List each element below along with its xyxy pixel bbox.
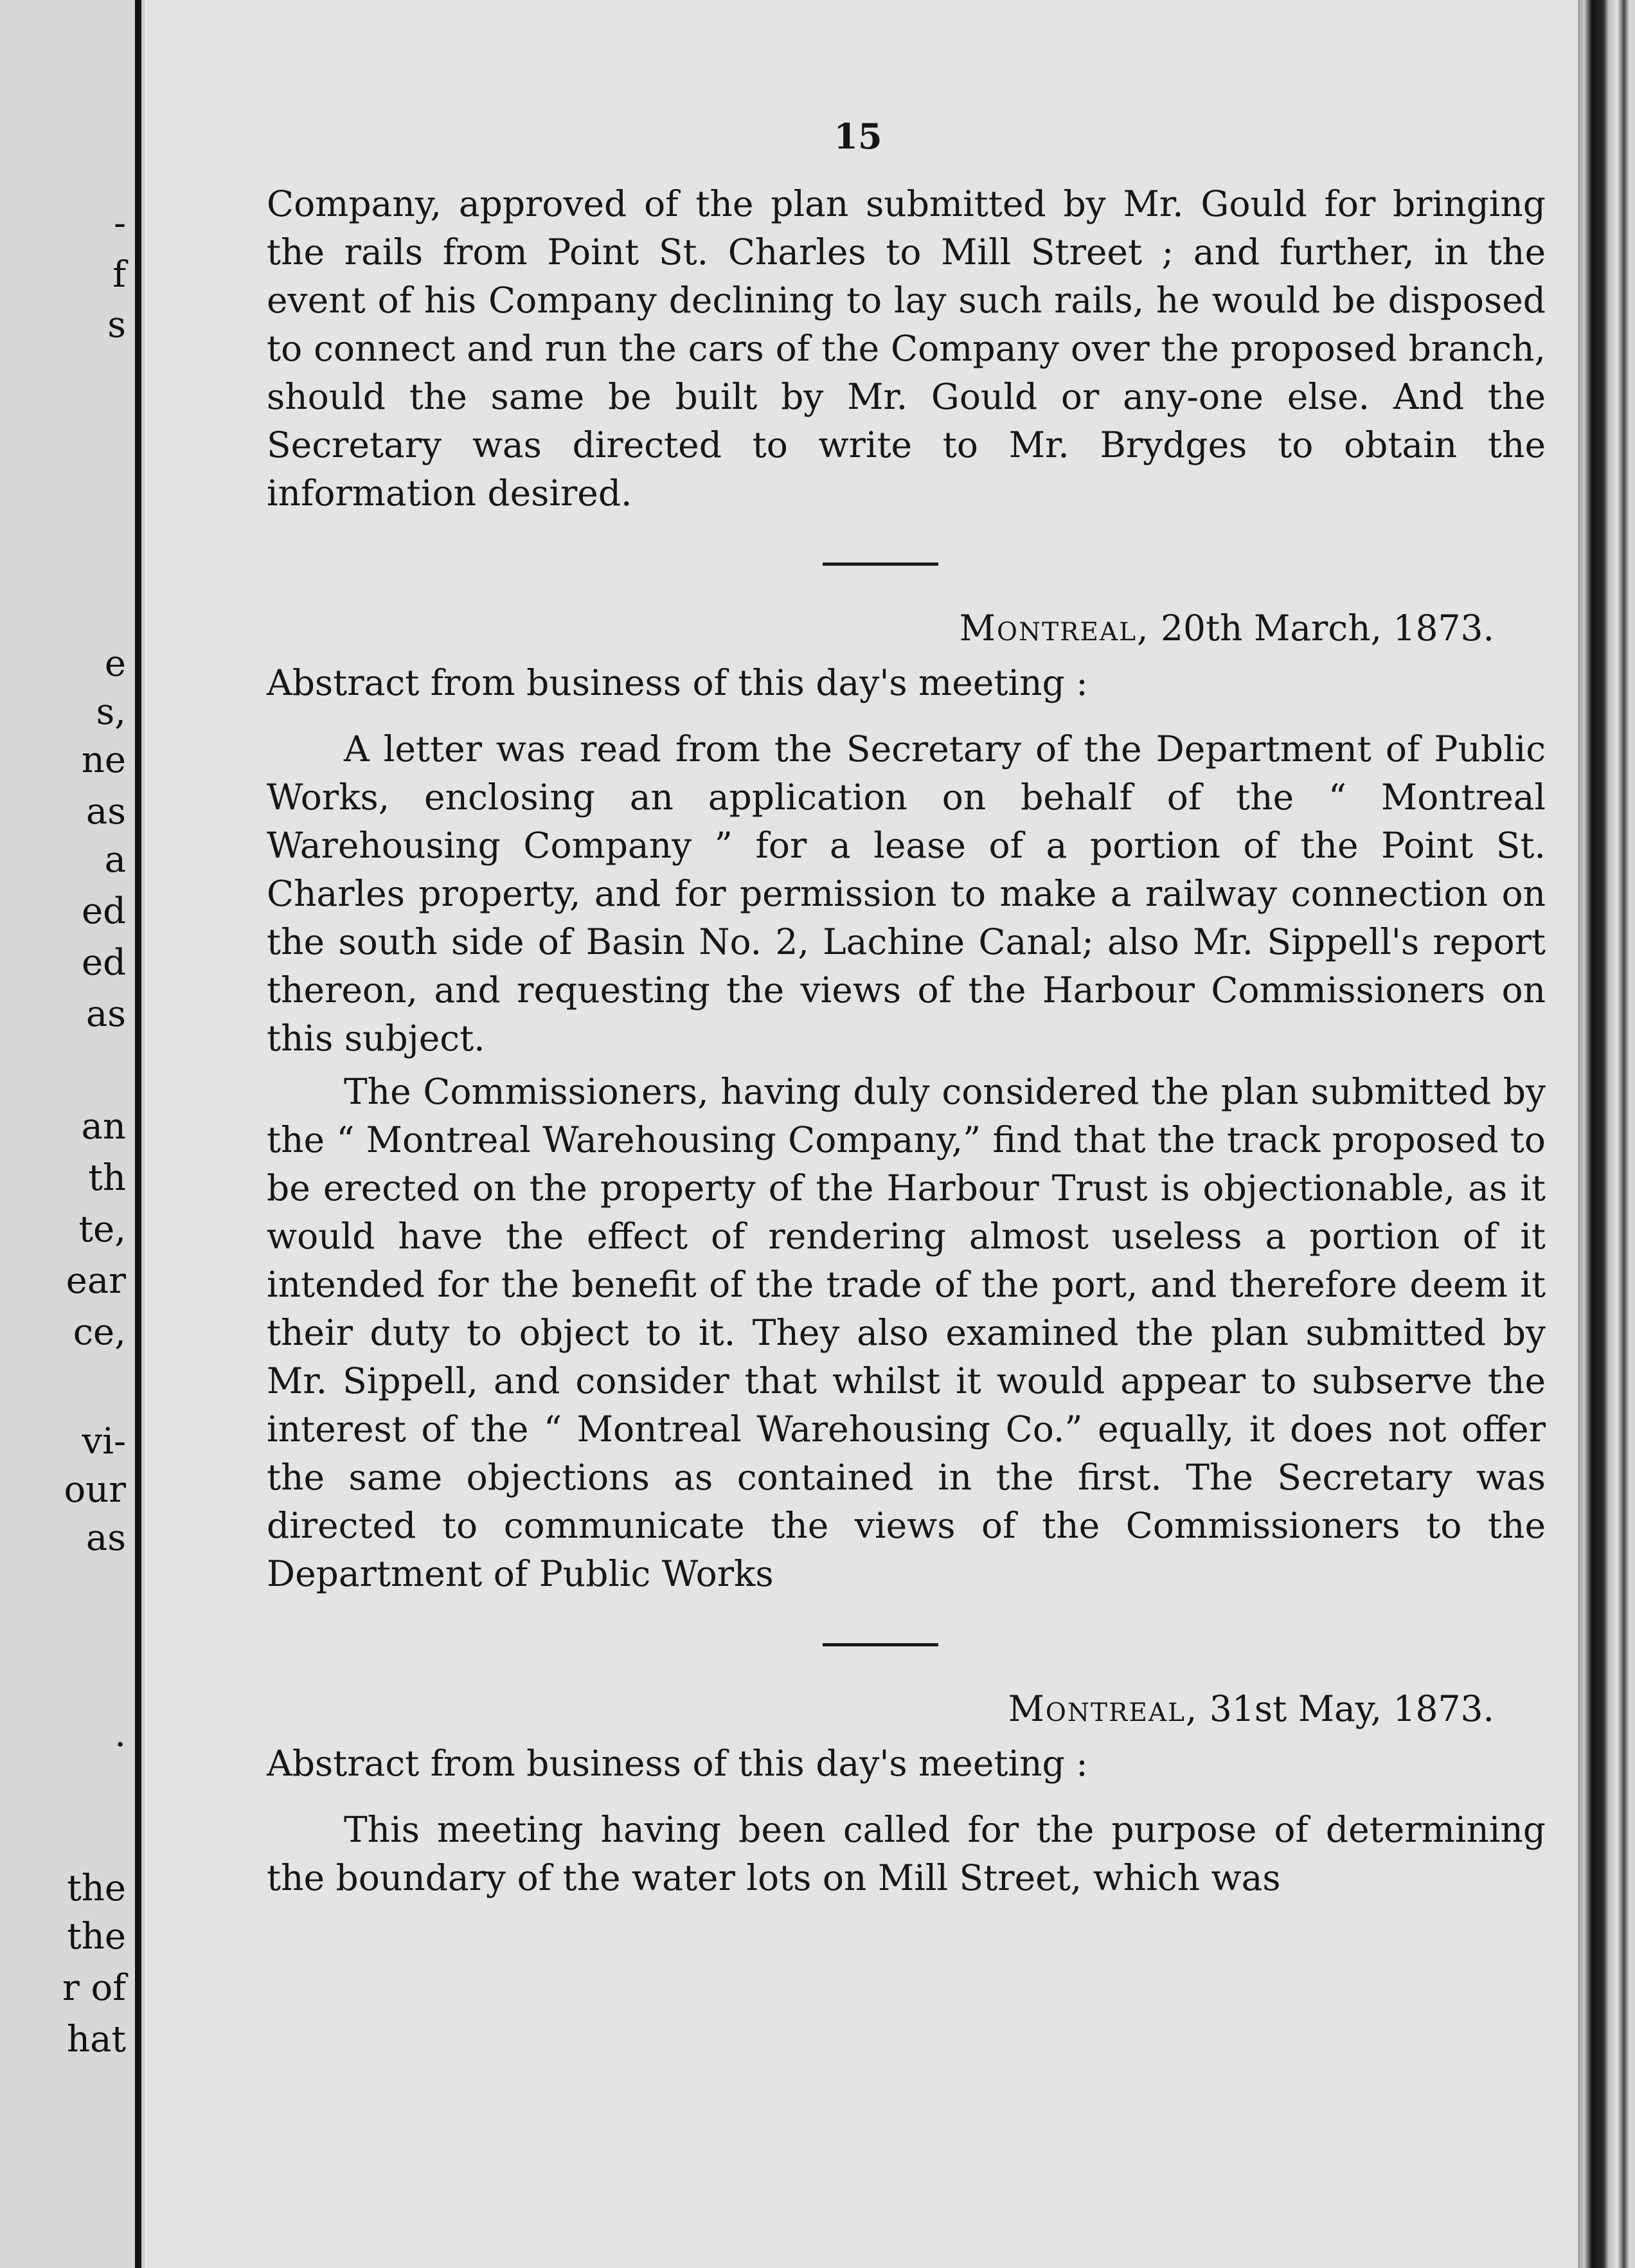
left-page-fragment: r of [62, 1967, 126, 2009]
dateline-date: 31st May, 1873. [1209, 1688, 1494, 1729]
page-number: 15 [834, 116, 882, 157]
section-divider [823, 562, 938, 566]
left-page-fragment: vi- [82, 1421, 126, 1462]
dateline-place: Montreal, [1008, 1688, 1199, 1729]
left-page-fragment: as [85, 1517, 126, 1559]
entry-paragraph: The Commissioners, having duly considered the plan submitted by the “ Montreal Warehousing Company,” find that the track proposed to be erected on the property of the Harbour Trust is objectionable, as it would have the effect of rendering almost useless a portion of it intended for the benefit of the trade of the port, and therefore deem it their duty to object to it. They also examined the plan submitted by Mr. Sippell, and consider that whilst it would appear to subserve the interest of the “ Montreal Warehousing Co.” equally, it does not offer the same objections as contained in the first. The Secretary was directed to communicate the views of the Commissioners to the Department of Public Works [267, 1071, 1546, 1594]
left-page-fragment: a [104, 839, 126, 881]
left-page-fragment: e [104, 643, 126, 685]
left-page-fragment: as [85, 993, 126, 1035]
dateline-date: 20th March, 1873. [1160, 608, 1494, 649]
left-page-fragment: ear [66, 1260, 126, 1302]
left-page-fragment: ed [82, 942, 126, 984]
left-page-fragment: ce, [73, 1311, 126, 1353]
dateline [267, 604, 1546, 652]
entry-paragraph: A letter was read from the Secretary of the Department of Public Works, enclosing an application on behalf of the “ Montreal Warehousing Company ” for a lease of a portion of the Point St. Charles property, and for permission to make a railway connection on the south side of Basin No. 2, Lachine Canal; also Mr. Sippell's report thereon, and requesting the views of the Harbour Commissioners on this subject. [267, 728, 1546, 1059]
opening-paragraph: Company, approved of the plan submitted by Mr. Gould for bringing the rails from Point St. Charles to Mill Street ; and further, in the event of his Company declining to lay such rails, he would be disposed to connect and run the cars of the Company over the proposed branch, should the same be built by Mr. Gould or any-one else. And the Secretary was directed to write to Mr. Brydges to obtain the information desired. [267, 183, 1546, 514]
page-text [267, 116, 1546, 1902]
left-page-fragment: f [112, 254, 126, 296]
section-divider [823, 1643, 938, 1646]
left-page-fragment: hat [67, 2019, 126, 2060]
document-page [145, 0, 1578, 2268]
dateline [267, 1685, 1546, 1733]
left-page-fragment: ed [82, 890, 126, 932]
left-page-fragment: our [64, 1469, 126, 1511]
left-page-fragment: ne [81, 739, 126, 781]
left-page-fragment: the [67, 1868, 126, 1909]
left-page-fragment: te, [78, 1209, 126, 1250]
left-page-fragment: as [85, 791, 126, 833]
left-page-fragment: s, [96, 691, 126, 733]
left-page-fragment: . [114, 1713, 126, 1755]
left-page-fragment: the [67, 1916, 126, 1958]
left-page-edge [0, 0, 141, 2268]
abstract-heading: Abstract from business of this day's meeting : [267, 1743, 1088, 1784]
abstract-heading: Abstract from business of this day's meeting : [267, 662, 1088, 703]
entry-paragraph: This meeting having been called for the purpose of determining the boundary of the water lots on Mill Street, which was [267, 1809, 1546, 1898]
left-page-fragment: s [107, 304, 126, 346]
dateline-place: Montreal, [959, 608, 1150, 649]
page-edge-shadow [1578, 0, 1635, 2268]
left-page-fragment: an [81, 1106, 126, 1148]
left-page-fragment: - [114, 203, 126, 244]
left-page-fragment: th [88, 1157, 126, 1199]
